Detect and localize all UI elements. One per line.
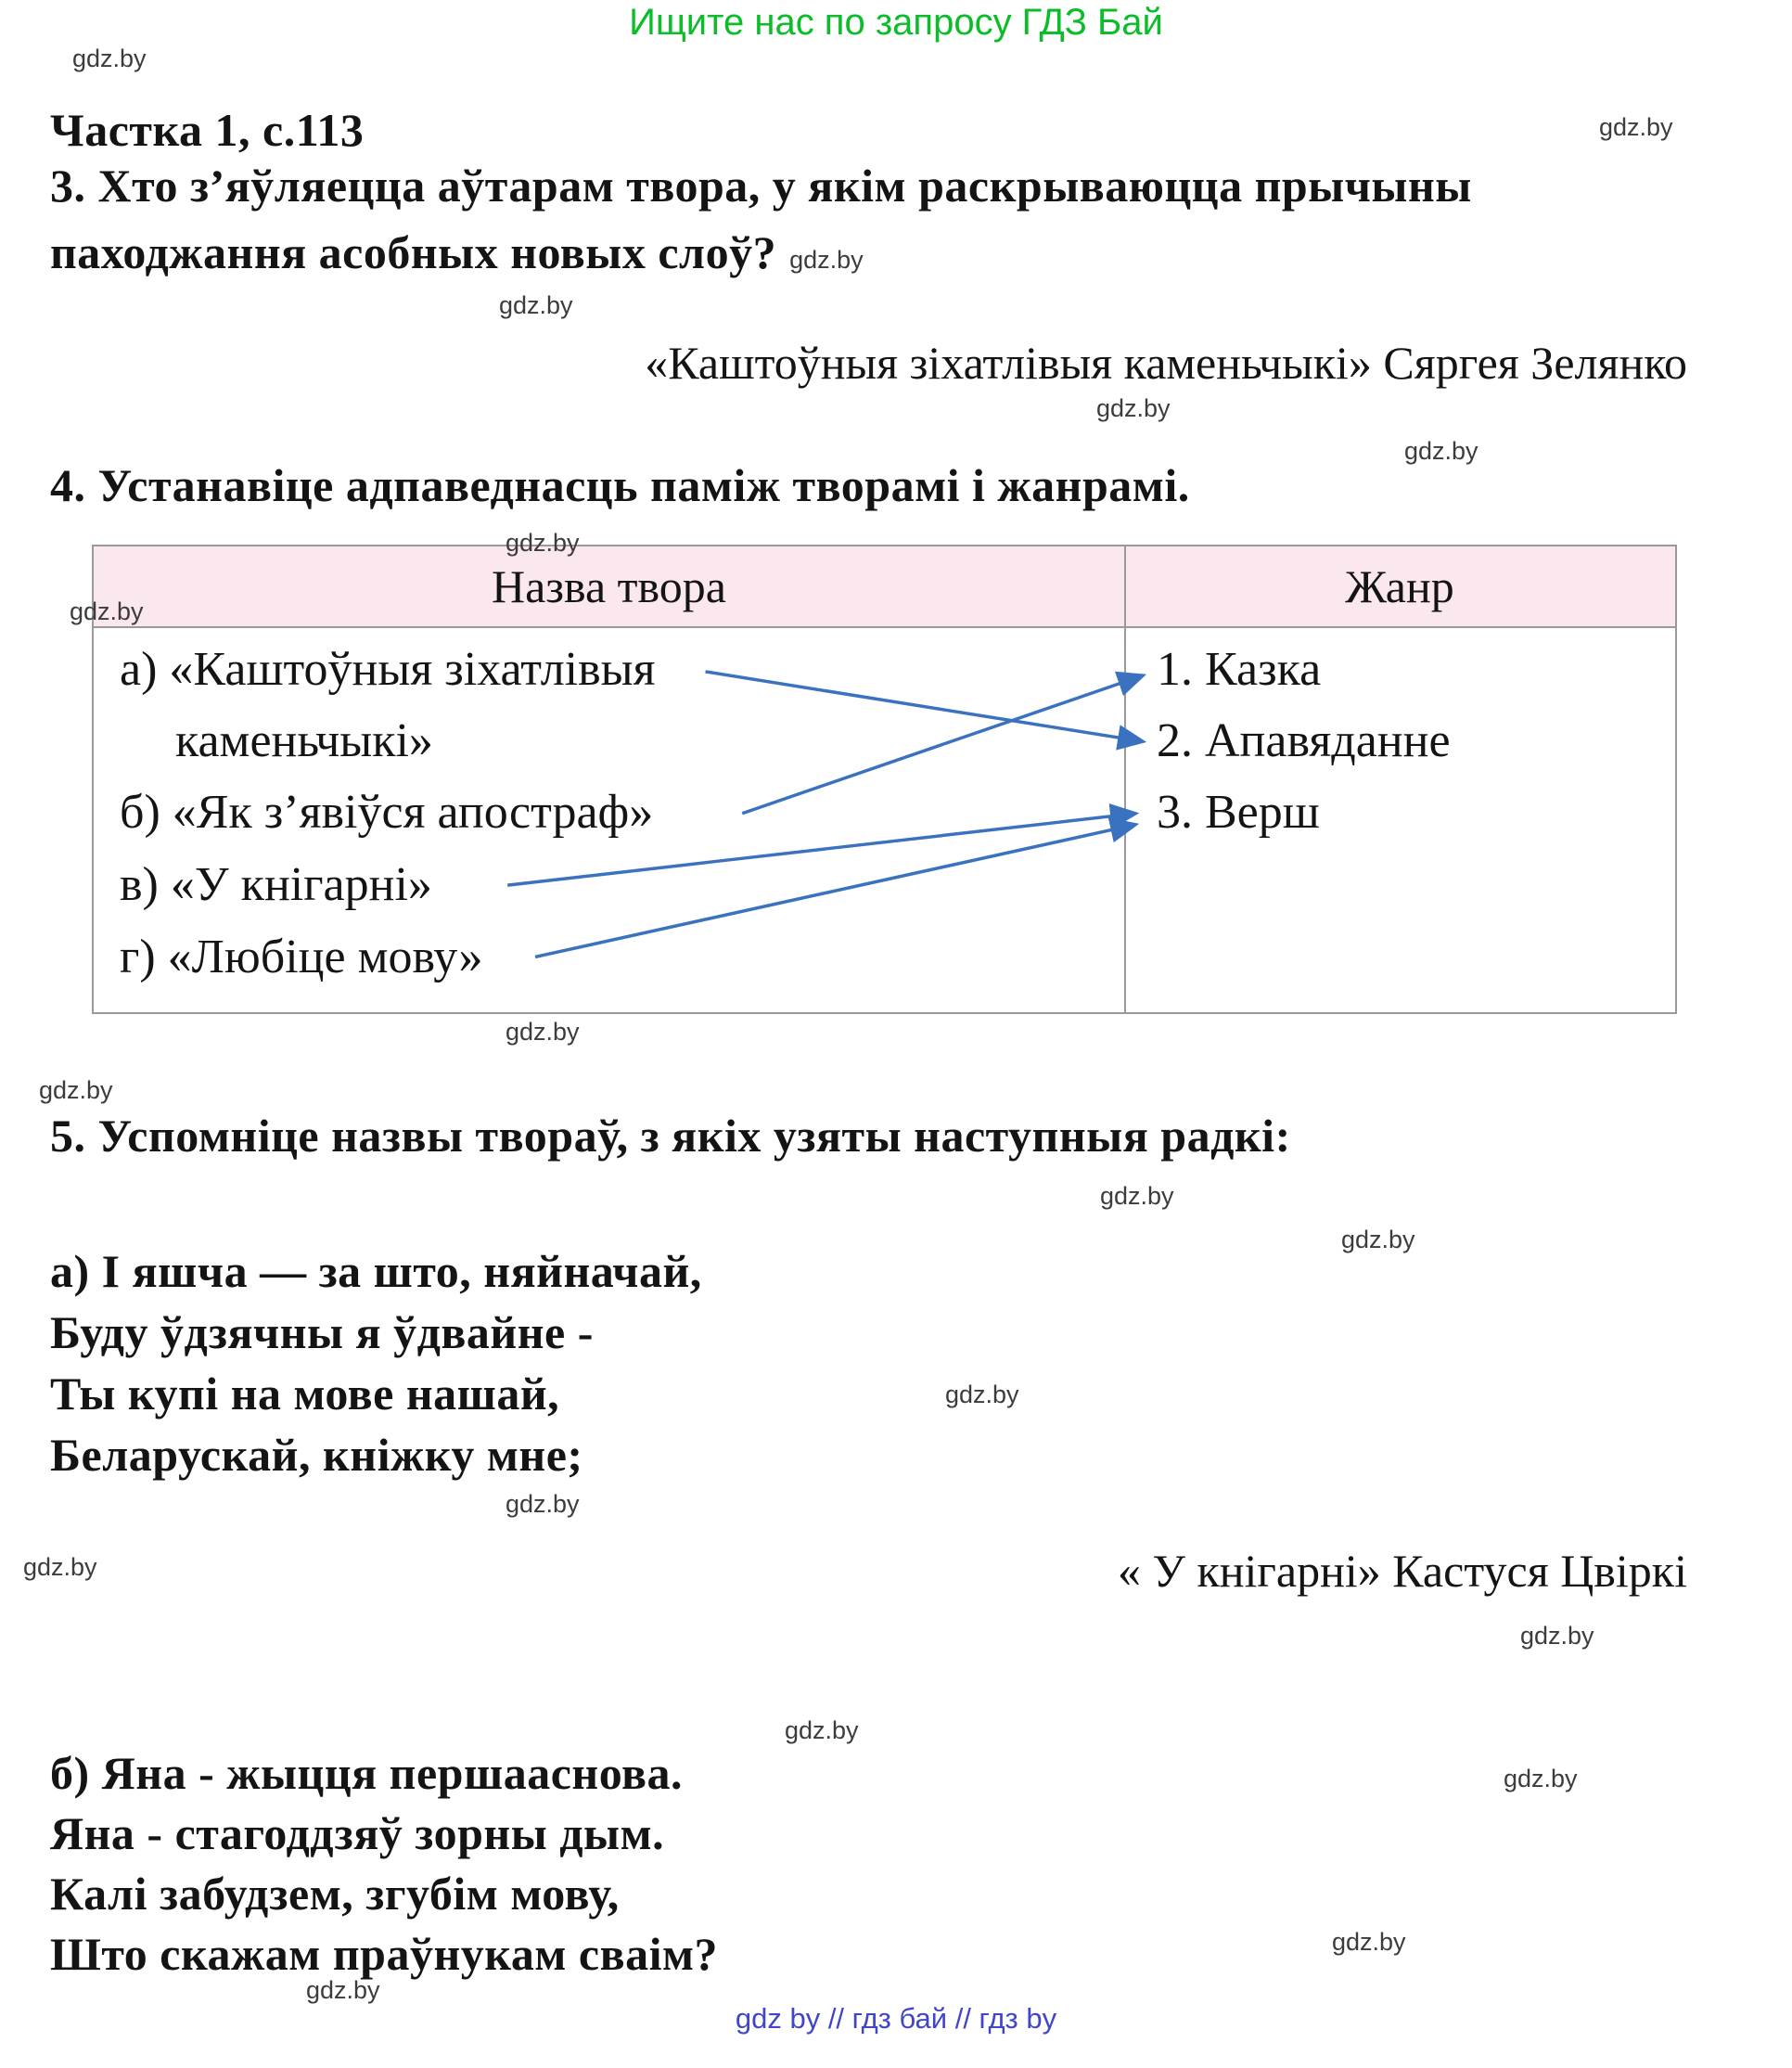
- work-item-b: б) «Як з’явіўся апостраф»: [120, 786, 654, 839]
- poem-b-line1: б) Яна - жыцця першааснова.: [50, 1747, 683, 1799]
- poem-b-line2: Яна - стагоддзяў зорны дым.: [50, 1807, 665, 1859]
- question5-title: 5. Успомніце назвы твораў, з якіх узяты наступныя радкі:: [50, 1110, 1291, 1162]
- table-header-works: Назва твора: [491, 560, 726, 612]
- table-header-row: [94, 546, 1675, 628]
- gdz-watermark: gdz.by: [39, 1076, 113, 1104]
- promo-banner: Ищите нас по запросу ГДЗ Бай: [629, 2, 1163, 43]
- gdz-watermark: gdz.by: [1100, 1182, 1174, 1210]
- gdz-watermark: gdz.by: [72, 45, 147, 72]
- gdz-watermark: gdz.by: [70, 597, 144, 625]
- gdz-watermark: gdz.by: [1341, 1226, 1415, 1253]
- gdz-watermark: gdz.by: [789, 246, 864, 274]
- poem-b-line4: Што скажам праўнукам сваім?: [50, 1928, 719, 1980]
- gdz-watermark: gdz.by: [506, 1018, 580, 1046]
- genre-item-3: 3. Верш: [1157, 786, 1320, 839]
- gdz-watermark: gdz.by: [1599, 113, 1673, 141]
- poem-a-line1: а) І яшча — за што, няйначай,: [50, 1245, 702, 1297]
- gdz-watermark: gdz.by: [506, 1490, 580, 1518]
- genre-item-2: 2. Апавяданне: [1157, 714, 1451, 767]
- gdz-watermark: gdz.by: [23, 1553, 97, 1581]
- gdz-watermark: gdz.by: [1404, 437, 1478, 465]
- work-item-g: г) «Любіце мову»: [120, 931, 483, 983]
- work-item-a-line2: каменьчыкі»: [175, 714, 433, 767]
- poem-a-answer: « У кнігарні» Кастуся Цвіркі: [1118, 1545, 1687, 1597]
- question3-line1: 3. Хто з’яўляецца аўтарам твора, у якім раскрываюцца прычыны: [50, 160, 1472, 212]
- gdz-watermark: gdz.by: [1096, 394, 1171, 422]
- gdz-watermark: gdz.by: [306, 1976, 380, 2004]
- question3-answer: «Каштоўныя зіхатлівыя каменьчыкі» Сяргея Зелянко: [645, 337, 1687, 389]
- page-title: Частка 1, с.113: [50, 104, 365, 156]
- arrow-a-to-2: [706, 672, 1144, 741]
- gdz-watermark: gdz.by: [499, 291, 573, 319]
- poem-b-line3: Калі забудзем, згубім мову,: [50, 1868, 620, 1920]
- question3-line2-text: паходжання асобных новых слоў?: [50, 226, 777, 278]
- poem-a-line2: Буду ўдзячны я ўдвайне -: [50, 1306, 594, 1358]
- gdz-watermark: gdz.by: [1504, 1765, 1578, 1792]
- gdz-watermark: gdz.by: [785, 1716, 859, 1744]
- genre-item-1: 1. Казка: [1157, 643, 1322, 696]
- table-column-divider: [1124, 546, 1126, 1012]
- question3-line2: [50, 226, 864, 280]
- gdz-watermark: gdz.by: [506, 529, 580, 557]
- gdz-watermark: gdz.by: [945, 1381, 1019, 1408]
- arrow-g-to-3: [535, 825, 1136, 957]
- gdz-watermark: gdz.by: [1332, 1928, 1406, 1956]
- question4-title: 4. Устанавіце адпаведнасць паміж творамі і жанрамі.: [50, 459, 1190, 511]
- poem-a-line4: Беларускай, кніжку мне;: [50, 1429, 583, 1481]
- matching-table: [92, 545, 1677, 1014]
- work-item-v: в) «У кнігарні»: [120, 858, 432, 911]
- poem-a-line3: Ты купі на мове нашай,: [50, 1368, 560, 1419]
- table-header-genre: Жанр: [1345, 560, 1454, 612]
- gdz-watermark: gdz.by: [1520, 1622, 1594, 1650]
- arrow-b-to-1: [742, 675, 1144, 814]
- work-item-a-line1: а) «Каштоўныя зіхатлівыя: [120, 643, 656, 696]
- footer-links: gdz by // гдз бай // гдз by: [735, 2002, 1057, 2035]
